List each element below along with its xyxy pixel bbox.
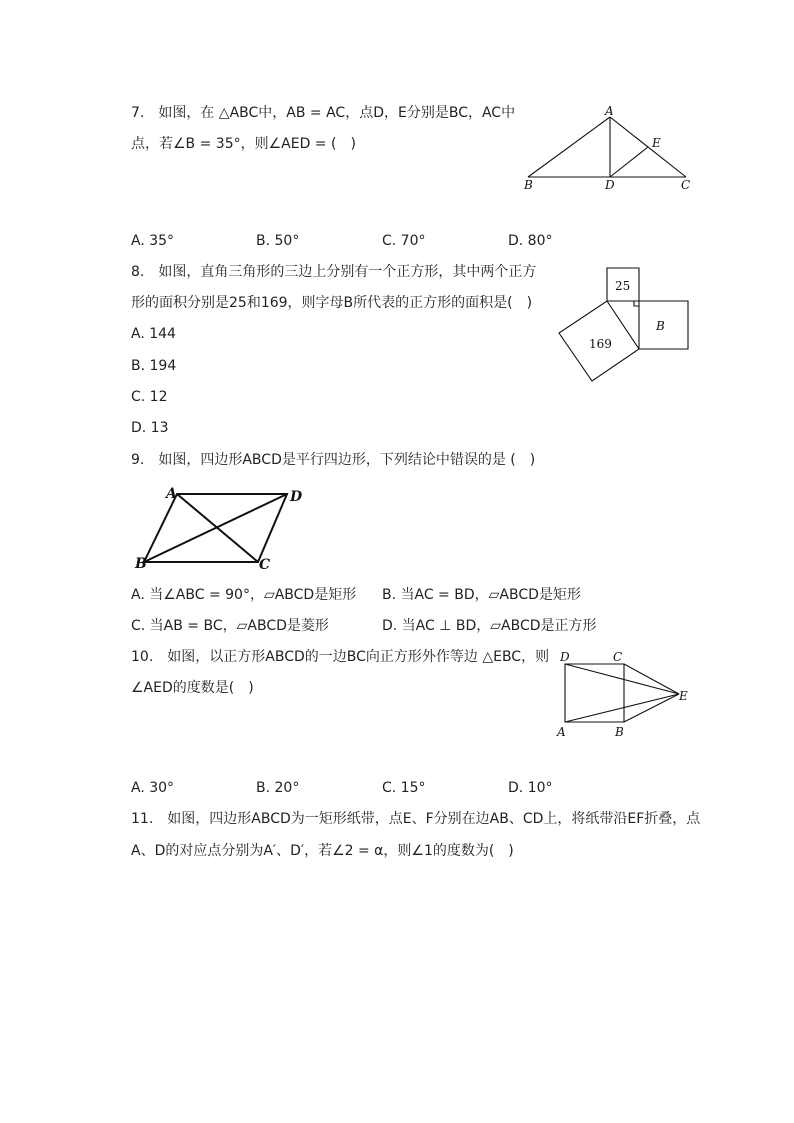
q8-label-25: 25 (615, 279, 631, 293)
q8-option-b: B. 194 (131, 358, 177, 374)
q10-label-E: E (679, 689, 688, 703)
q8-figure (555, 265, 695, 385)
q10-option-d: D. 10° (508, 780, 553, 796)
q7-option-c: C. 70° (382, 233, 426, 249)
q7-label-A: A (605, 104, 614, 118)
q9-option-a: A. 当∠ABC = 90°，▱ABCD是矩形 (131, 587, 357, 603)
q7-option-d: D. 80° (508, 233, 553, 249)
q7-label-D: D (605, 178, 615, 192)
q7-figure (515, 103, 695, 198)
q7-option-b: B. 50° (256, 233, 300, 249)
q7-label-E: E (652, 136, 661, 150)
q8-option-a: A. 144 (131, 326, 176, 342)
q9-figure (130, 480, 315, 575)
q8-label-B: B (656, 319, 665, 333)
q10-label-A: A (557, 725, 566, 739)
q9-option-b: B. 当AC = BD，▱ABCD是矩形 (382, 587, 581, 603)
q9-option-c: C. 当AB = BC，▱ABCD是菱形 (131, 618, 329, 634)
q10-label-B: B (615, 725, 624, 739)
q8-stem-line1: 8. 如图，直角三角形的三边上分别有一个正方形，其中两个正方 (131, 264, 537, 280)
q11-stem-line2: A、D的对应点分别为A′、D′，若∠2 = α，则∠1的度数为( ) (131, 843, 514, 859)
q8-label-169: 169 (589, 337, 612, 351)
q7-option-a: A. 35° (131, 233, 175, 249)
q9-label-D: D (290, 489, 303, 505)
q10-label-C: C (613, 650, 623, 664)
q8-option-c: C. 12 (131, 389, 168, 405)
q9-option-d: D. 当AC ⊥ BD，▱ABCD是正方形 (382, 618, 597, 634)
q10-stem-line2: ∠AED的度数是( ) (131, 680, 254, 696)
q11-stem-line1: 11. 如图，四边形ABCD为一矩形纸带，点E、F分别在边AB、CD上，将纸带沿EF折叠，点 (131, 811, 701, 827)
q10-stem-line1: 10. 如图，以正方形ABCD的一边BC向正方形外作等边 △EBC，则 (131, 649, 550, 665)
q9-stem-line1: 9. 如图，四边形ABCD是平行四边形，下列结论中错误的是 ( ) (131, 452, 536, 468)
q10-label-D: D (560, 650, 570, 664)
q10-figure (555, 648, 695, 743)
q9-label-B: B (135, 556, 147, 572)
q10-option-b: B. 20° (256, 780, 300, 796)
q10-option-a: A. 30° (131, 780, 175, 796)
q7-label-C: C (681, 178, 691, 192)
q7-stem-line1: 7. 如图，在 △ABC中，AB = AC，点D，E分别是BC，AC中 (131, 105, 516, 121)
q7-label-B: B (524, 178, 533, 192)
q9-label-C: C (259, 557, 271, 573)
q8-stem-line2: 形的面积分别是25和169，则字母B所代表的正方形的面积是( ) (131, 295, 533, 311)
q10-option-c: C. 15° (382, 780, 426, 796)
q9-label-A: A (166, 486, 177, 502)
q7-stem-line2: 点，若∠B = 35°，则∠AED = ( ) (131, 136, 356, 152)
q8-option-d: D. 13 (131, 420, 169, 436)
